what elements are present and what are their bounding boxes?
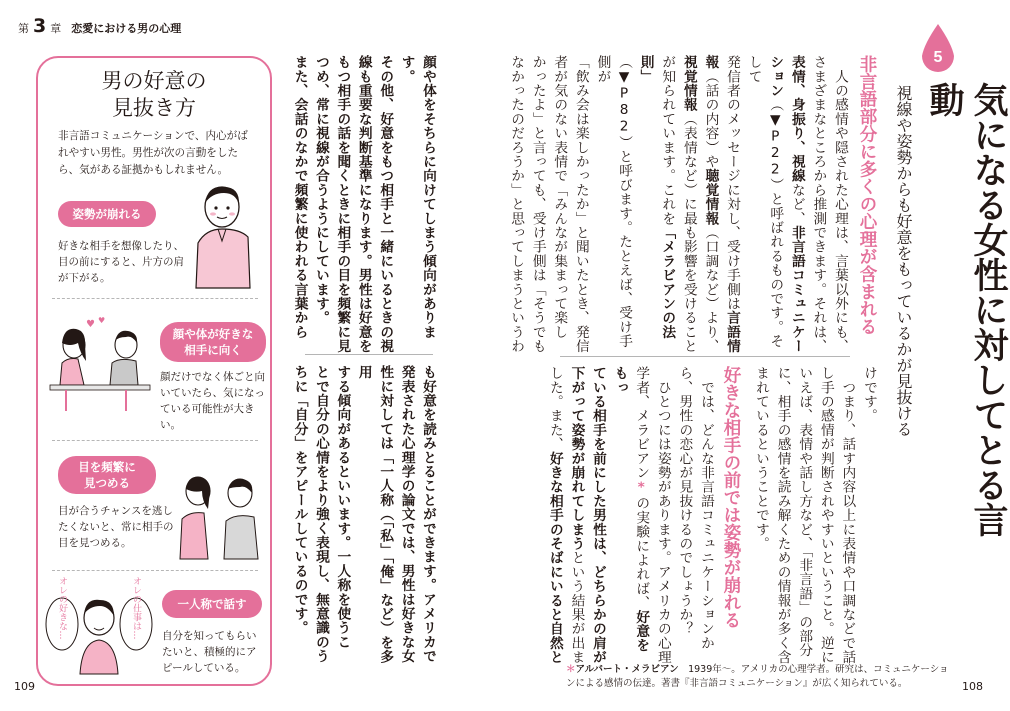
text-column	[699, 55, 721, 355]
heading-nonverbal: 非言語部分に多くの心理が含まれる	[857, 55, 877, 335]
man-slouching-illustration	[188, 183, 258, 293]
text-run: 報	[702, 55, 719, 70]
left-body-lower	[291, 365, 438, 675]
text-run: もつ相手の話を聞くときに相手の目を頻繁に見	[334, 55, 351, 354]
item-label-first-person: 一人称で話す	[162, 590, 262, 618]
text-run: という結果が出ま	[568, 550, 585, 665]
text-column	[569, 55, 591, 355]
text-column	[591, 55, 634, 355]
footnote-marker: ＊	[566, 664, 576, 675]
text-run: した。また、	[546, 366, 563, 452]
text-run: する傾向がある	[334, 365, 351, 465]
text-run: ている相手を前にした男性は、どちらかの肩が	[590, 366, 607, 665]
text-column	[395, 55, 438, 355]
couple-gazing-illustration	[176, 463, 262, 563]
chapter-number: 3	[33, 15, 47, 37]
text-column	[310, 365, 331, 675]
text-run: 線も重要な判断基準になります。男性は好意を	[355, 55, 372, 354]
text-column	[586, 366, 608, 666]
text-run: 視覚情報	[680, 55, 697, 112]
text-run: （▼P22）と呼ばれるものです。そして	[745, 55, 784, 349]
divider-3	[52, 570, 258, 571]
item-desc-facing: 顔だけでなく体ごと向いていたら、気になっている可能性が大きい。	[160, 371, 265, 431]
text-column	[793, 366, 815, 666]
sidebar-intro: 非言語コミュニケーションで、内心がばれやすい男性。男性が次の言動をしたら、気がある証拠かもしれません。	[58, 130, 248, 176]
text-run: いえば、表情や話し方など、「非言語」の部分	[796, 366, 813, 658]
footnote-line1: 1939年〜。アメリカの心理学者。研究は、コミュニケーショ	[678, 664, 949, 675]
text-run: 発信者のメッセージに対し、受け手側は	[724, 55, 741, 311]
text-run: 人の感情や隠された心理は、言葉以外にも、	[832, 55, 848, 354]
footnote-line2: ンによる感情の伝達。著書『非言語コミュニケーション』が広く知られている。	[566, 678, 908, 689]
section-number-badge	[918, 22, 958, 76]
sidebar-title-line2: 見抜き方	[112, 96, 196, 120]
text-column	[374, 55, 395, 355]
text-run: といいます。一人称を使うこ	[334, 464, 351, 650]
text-column	[634, 55, 677, 355]
text-column	[694, 366, 716, 666]
text-run: ら、男性の恋心が見抜けるのでしょうか？	[676, 366, 693, 636]
text-column	[352, 365, 395, 675]
text-run: 「一人称（「私」「俺」など）を多用	[355, 365, 394, 664]
text-column	[352, 55, 373, 355]
text-column	[526, 55, 548, 355]
text-run: 言語情	[724, 310, 741, 354]
text-column	[331, 55, 352, 355]
text-column	[395, 365, 416, 675]
right-column-divider	[560, 356, 850, 357]
text-run: かったよ」と言っても、受け手側は「そうでも	[529, 55, 546, 354]
text-column	[771, 366, 793, 666]
text-run: （▼P82）と呼びます。たとえば、受け手側が	[594, 55, 633, 349]
right-body-upper	[508, 55, 850, 355]
text-run: 者が気のない表情で「みんなが集まって楽し	[551, 55, 568, 339]
text-run: 学者、メラビアン	[633, 366, 650, 480]
text-run: の実験によれば、	[633, 496, 650, 610]
text-run: も好意を読みとることができます。アメリカで	[420, 365, 436, 664]
item-desc-first-person: 自分を知ってもらいたいと、積極的にアピールしている。	[162, 630, 257, 674]
item-label-posture: 姿勢が崩れる	[58, 201, 156, 227]
text-column	[749, 366, 771, 666]
text-run: （話の内容）や	[702, 69, 719, 169]
text-run: し手の感情が判断されやすいということ。逆に	[817, 366, 834, 665]
text-run: 性に対しては	[377, 365, 394, 451]
page-title: 気になる女性に対してとる言動	[924, 82, 1008, 537]
text-column	[836, 366, 858, 666]
text-column	[310, 55, 331, 355]
text-run: 「飲み会は楽しかったか」と聞いたとき、発信	[572, 55, 589, 354]
text-run: ション	[767, 55, 784, 98]
text-column	[417, 365, 438, 675]
text-column	[814, 366, 836, 666]
text-column	[505, 55, 527, 355]
text-column	[288, 365, 309, 675]
text-run: 「メラビアンの法則」	[637, 55, 676, 340]
item-label-gaze	[58, 456, 156, 494]
text-run: 好きな相手のそばにいると自然と	[546, 451, 563, 665]
svg-text:♥: ♥	[86, 319, 95, 330]
right-speech-bubble: オレの仕事は…	[131, 576, 141, 640]
right-body-lower-b	[546, 366, 716, 666]
text-column	[742, 55, 785, 355]
left-column-divider	[305, 354, 433, 355]
chapter-suffix: 章	[50, 22, 62, 35]
text-run: に、相手の感情を読み解くための情報が多く含	[774, 366, 791, 665]
text-run: *	[633, 479, 650, 497]
item-label-facing-line1: 顔や体が好きな	[172, 327, 254, 341]
sidebar-title-line1: 男の好意の	[101, 69, 207, 93]
text-run: また、会話のなかで頻繁に使われる言葉から	[291, 55, 308, 339]
page-number-right: 108	[962, 680, 983, 693]
sidebar-title	[38, 68, 270, 122]
text-column	[677, 55, 699, 355]
text-run: 表情、身振り、視線	[788, 55, 805, 183]
footnote-name: アルバート・メラビアン	[575, 664, 679, 675]
text-column	[608, 366, 651, 666]
text-run: つまり、話す内容以上に表情や口調などで話	[839, 366, 856, 665]
item-label-facing	[160, 322, 266, 362]
man-talking-illustration	[44, 578, 154, 678]
text-column	[807, 55, 829, 355]
item-desc-gaze: 目が合うチャンスを逃したくないと、常に相手の目を見つめる。	[58, 505, 174, 549]
text-column	[543, 366, 565, 666]
chapter-prefix: 第	[18, 22, 29, 35]
text-run: ひとつには姿勢があります。アメリカの心理	[654, 366, 671, 665]
text-run: 傾向があります。	[398, 55, 436, 340]
text-run: その他、好意をもつ相手と一緒にいるときの視	[377, 55, 394, 354]
text-run: とで自分の心情をより強く表現し、無意識のう	[312, 365, 329, 664]
text-run: （口調など）より、	[702, 225, 719, 354]
text-run: ちに「自分」をアピールしているのです。	[291, 365, 308, 635]
text-column	[548, 55, 570, 355]
text-run: では、どんな非言語コミュニケーションか	[698, 366, 714, 650]
item-label-gaze-line1: 目を頻繁に	[78, 460, 136, 474]
text-run: など、	[788, 182, 805, 226]
page-subtitle: 視線や姿勢からも好意をもっているかが見抜ける	[894, 85, 913, 437]
text-column	[720, 55, 742, 355]
text-run: なかったのだろうか」と思ってしまうというわ	[508, 55, 525, 354]
left-speech-bubble: オレの好きな…	[57, 576, 67, 640]
text-column	[565, 366, 587, 666]
text-run: 発表された心理学の論文では、男性は好きな女	[398, 365, 415, 664]
sidebar-box	[36, 56, 272, 686]
text-run: つめ、常に視線が合うようにしています。	[312, 55, 329, 325]
text-column	[673, 366, 695, 666]
text-run: 聴覚情報	[702, 168, 719, 226]
divider-2	[52, 440, 258, 441]
text-run: が知られています。これを	[659, 55, 676, 226]
couple-at-bar-illustration	[46, 313, 156, 413]
page-number-left: 109	[14, 680, 35, 693]
svg-text:♥: ♥	[98, 316, 106, 325]
text-run: 非言語コミュニケー	[788, 225, 805, 354]
text-column	[651, 366, 673, 666]
section-number: 5	[933, 49, 943, 66]
text-run: （表情など）に最も影響を受けること	[680, 111, 697, 354]
chapter-title: 恋愛における男の心理	[71, 22, 182, 35]
text-column	[857, 366, 879, 666]
item-label-gaze-line2: 見つめる	[84, 476, 130, 490]
divider-1	[52, 298, 258, 299]
chapter-header	[18, 15, 181, 37]
footnote	[566, 663, 956, 691]
left-body-upper	[291, 55, 438, 355]
text-run: 下がって姿勢が崩れてしまう	[568, 366, 585, 551]
text-column	[785, 55, 807, 355]
text-column	[331, 365, 352, 675]
right-body-lower-a	[745, 366, 879, 666]
item-desc-posture: 好きな相手を想像したり、目の前にすると、片方の肩が下がる。	[58, 240, 184, 284]
text-run: けです。	[861, 366, 877, 423]
text-run: まれているということです。	[753, 366, 770, 551]
text-run: 好意をもっ	[611, 366, 650, 653]
text-run: さまざまなところから推測できます。それは、	[810, 55, 827, 354]
heading-posture: 好きな相手の前では姿勢が崩れる	[721, 366, 741, 629]
text-column	[288, 55, 309, 355]
text-column	[828, 55, 850, 355]
text-run: 顔や体をそちらに向けてしまう	[420, 55, 436, 254]
item-label-facing-line2: 相手に向く	[184, 343, 242, 357]
